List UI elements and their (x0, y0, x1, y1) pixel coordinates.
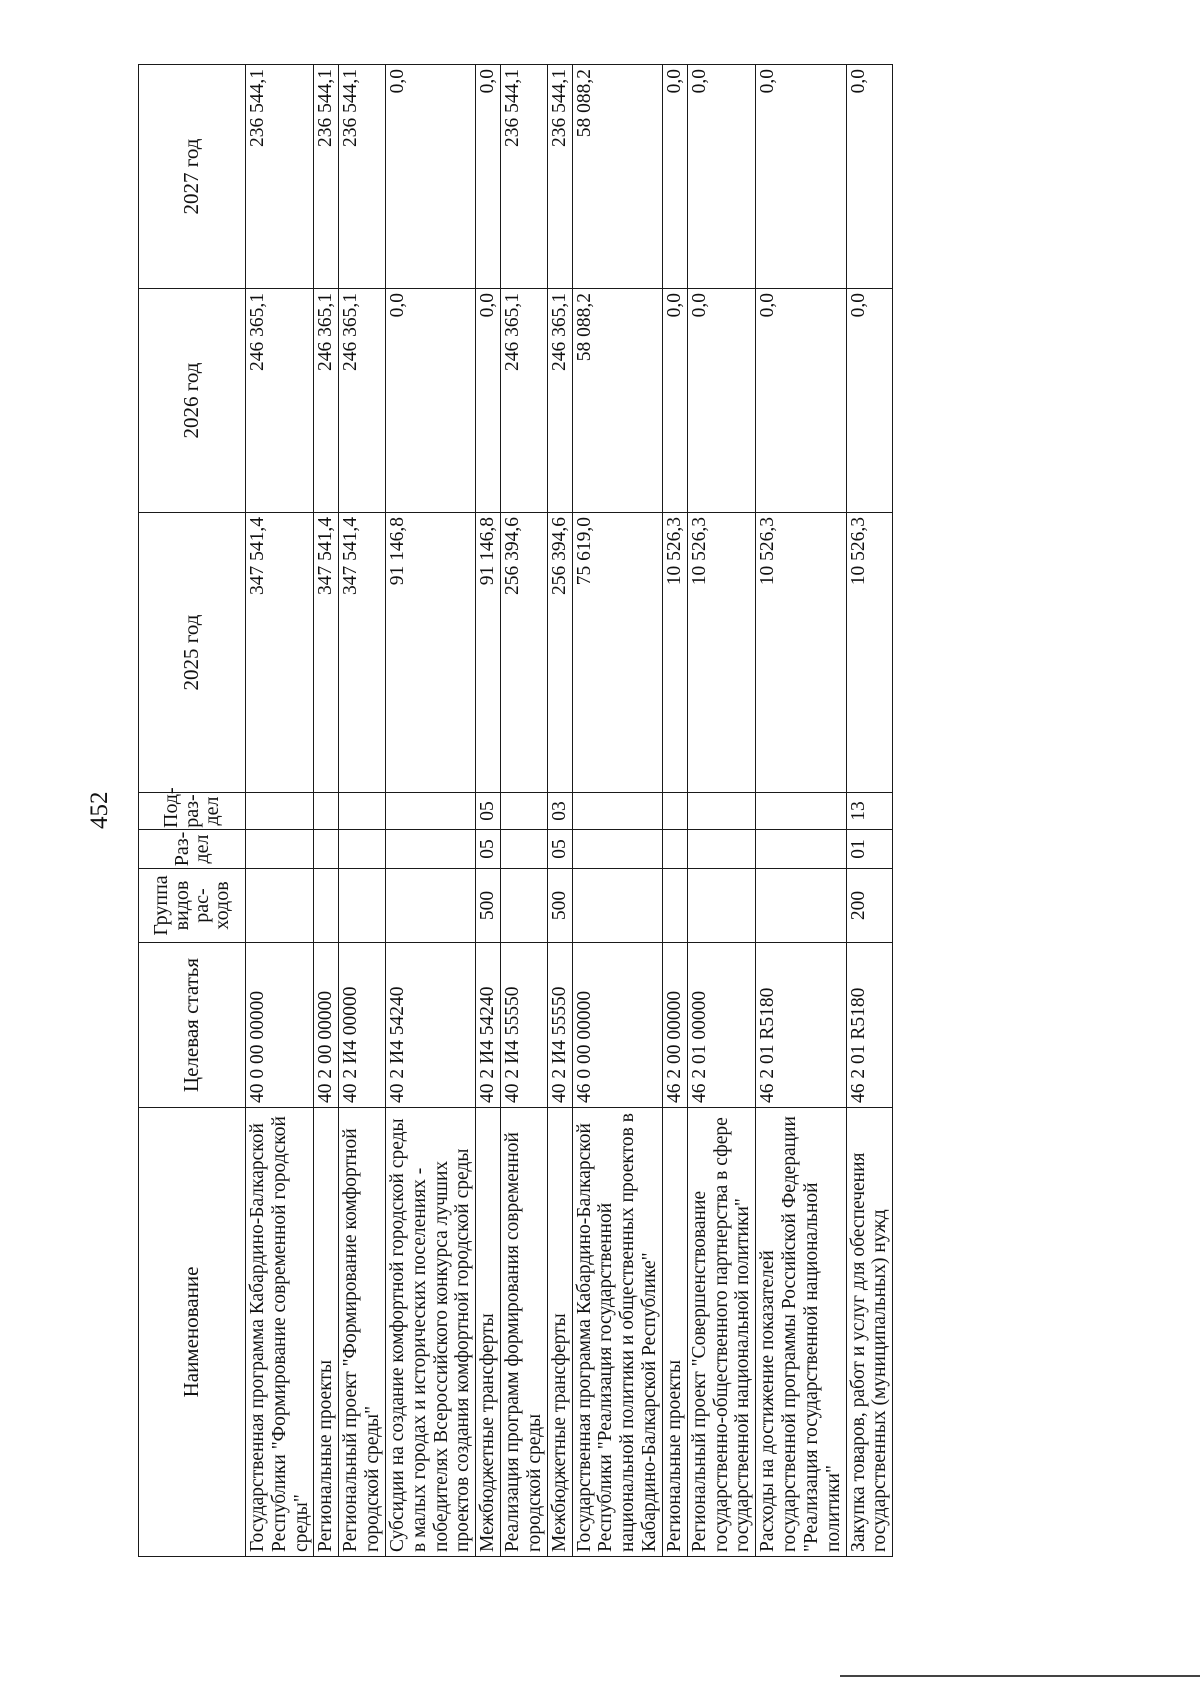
name-cell: Межбюджетные трансферты (476, 1108, 501, 1557)
target-article-cell: 40 2 И4 55550 (547, 943, 572, 1108)
page-number: 452 (86, 791, 113, 829)
amount-2025-cell: 256 394,6 (501, 513, 548, 793)
expense-group-cell (687, 869, 755, 943)
budget-table (138, 64, 893, 1557)
amount-2027-cell: 236 544,1 (246, 65, 314, 289)
section-cell: 05 (547, 830, 572, 869)
name-cell: Региональный проект "Формирование комфортной городской среды" (339, 1108, 386, 1557)
subsection-cell (572, 793, 662, 830)
subsection-cell (385, 793, 475, 830)
expense-group-cell (246, 869, 314, 943)
name-cell: Государственная программа Кабардино-Балкарской Республики "Реализация государственной национальной политики и общественных проектов в Кабардино-Балкарской Республике" (572, 1108, 662, 1557)
amount-2025-cell: 10 526,3 (687, 513, 755, 793)
table-row (339, 65, 386, 1557)
amount-2025-cell: 347 541,4 (246, 513, 314, 793)
header-name: Наименование (139, 1108, 246, 1557)
amount-2027-cell: 0,0 (385, 65, 475, 289)
amount-2025-cell: 75 619,0 (572, 513, 662, 793)
bottom-rule (840, 1675, 1200, 1677)
table-row (547, 65, 572, 1557)
section-cell (572, 830, 662, 869)
target-article-cell: 40 2 И4 54240 (476, 943, 501, 1108)
name-cell: Закупка товаров, работ и услуг для обеспечения государственных (муниципальных) нужд (846, 1108, 893, 1557)
section-cell (314, 830, 339, 869)
name-cell: Государственная программа Кабардино-Балкарской Республики "Формирование современной городской среды" (246, 1108, 314, 1557)
subsection-cell (314, 793, 339, 830)
subsection-cell (339, 793, 386, 830)
target-article-cell: 46 0 00 00000 (572, 943, 662, 1108)
table-header-row (139, 65, 246, 1557)
amount-2027-cell: 0,0 (662, 65, 687, 289)
subsection-cell (246, 793, 314, 830)
section-cell: 01 (846, 830, 893, 869)
expense-group-cell (572, 869, 662, 943)
target-article-cell: 40 2 И4 54240 (385, 943, 475, 1108)
table-row (501, 65, 548, 1557)
name-cell: Региональные проекты (662, 1108, 687, 1557)
expense-group-cell (662, 869, 687, 943)
table-body (246, 65, 893, 1557)
section-cell (662, 830, 687, 869)
header-target-article: Целевая статья (139, 943, 246, 1108)
amount-2027-cell: 58 088,2 (572, 65, 662, 289)
amount-2025-cell: 10 526,3 (756, 513, 846, 793)
amount-2026-cell: 58 088,2 (572, 289, 662, 513)
amount-2027-cell: 0,0 (756, 65, 846, 289)
table-row (314, 65, 339, 1557)
expense-group-cell (314, 869, 339, 943)
header-year-2026: 2026 год (139, 289, 246, 513)
subsection-cell (687, 793, 755, 830)
amount-2026-cell: 0,0 (385, 289, 475, 513)
amount-2025-cell: 10 526,3 (662, 513, 687, 793)
amount-2027-cell: 236 544,1 (547, 65, 572, 289)
subsection-cell (662, 793, 687, 830)
name-cell: Реализация программ формирования современной городской среды (501, 1108, 548, 1557)
amount-2026-cell: 0,0 (662, 289, 687, 513)
table-row (476, 65, 501, 1557)
amount-2026-cell: 246 365,1 (314, 289, 339, 513)
amount-2027-cell: 0,0 (476, 65, 501, 289)
expense-group-cell (385, 869, 475, 943)
amount-2026-cell: 0,0 (476, 289, 501, 513)
amount-2026-cell: 246 365,1 (339, 289, 386, 513)
target-article-cell: 46 2 01 R5180 (846, 943, 893, 1108)
table-row (572, 65, 662, 1557)
target-article-cell: 46 2 01 00000 (687, 943, 755, 1108)
header-subsection: Под- раз- дел (139, 793, 246, 830)
subsection-cell: 03 (547, 793, 572, 830)
subsection-cell: 13 (846, 793, 893, 830)
expense-group-cell: 200 (846, 869, 893, 943)
expense-group-cell: 500 (547, 869, 572, 943)
target-article-cell: 40 2 00 00000 (314, 943, 339, 1108)
name-cell: Региональные проекты (314, 1108, 339, 1557)
section-cell: 05 (476, 830, 501, 869)
table-row (846, 65, 893, 1557)
table-row (687, 65, 755, 1557)
target-article-cell: 46 2 00 00000 (662, 943, 687, 1108)
amount-2026-cell: 0,0 (756, 289, 846, 513)
subsection-cell (756, 793, 846, 830)
section-cell (246, 830, 314, 869)
section-cell (385, 830, 475, 869)
rotated-table-container (138, 65, 1086, 1557)
table-row (246, 65, 314, 1557)
amount-2027-cell: 236 544,1 (314, 65, 339, 289)
name-cell: Региональный проект "Совершенствование государственно-общественного партнерства в сфере государственной национальной политики" (687, 1108, 755, 1557)
target-article-cell: 40 2 И4 00000 (339, 943, 386, 1108)
header-year-2025: 2025 год (139, 513, 246, 793)
amount-2025-cell: 347 541,4 (339, 513, 386, 793)
name-cell: Субсидии на создание комфортной городской среды в малых городах и исторических поселениях - победителях Всероссийского конкурса лучших проектов создания комфортной городской среды (385, 1108, 475, 1557)
section-cell (339, 830, 386, 869)
amount-2027-cell: 236 544,1 (501, 65, 548, 289)
amount-2027-cell: 0,0 (687, 65, 755, 289)
expense-group-cell (756, 869, 846, 943)
amount-2025-cell: 91 146,8 (476, 513, 501, 793)
header-section: Раз- дел (139, 830, 246, 869)
header-expense-group: Группа видов рас- ходов (139, 869, 246, 943)
name-cell: Межбюджетные трансферты (547, 1108, 572, 1557)
expense-group-cell (339, 869, 386, 943)
name-cell: Расходы на достижение показателей государственной программы Российской Федерации "Реализация государственной национальной политики" (756, 1108, 846, 1557)
section-cell (756, 830, 846, 869)
header-year-2027: 2027 год (139, 65, 246, 289)
amount-2025-cell: 91 146,8 (385, 513, 475, 793)
subsection-cell (501, 793, 548, 830)
section-cell (687, 830, 755, 869)
amount-2025-cell: 347 541,4 (314, 513, 339, 793)
amount-2025-cell: 10 526,3 (846, 513, 893, 793)
section-cell (501, 830, 548, 869)
amount-2027-cell: 236 544,1 (339, 65, 386, 289)
amount-2026-cell: 246 365,1 (501, 289, 548, 513)
amount-2025-cell: 256 394,6 (547, 513, 572, 793)
target-article-cell: 46 2 01 R5180 (756, 943, 846, 1108)
amount-2026-cell: 246 365,1 (246, 289, 314, 513)
table-row (385, 65, 475, 1557)
table-row (662, 65, 687, 1557)
amount-2026-cell: 0,0 (687, 289, 755, 513)
target-article-cell: 40 0 00 00000 (246, 943, 314, 1108)
target-article-cell: 40 2 И4 55550 (501, 943, 548, 1108)
table-row (756, 65, 846, 1557)
amount-2026-cell: 0,0 (846, 289, 893, 513)
expense-group-cell: 500 (476, 869, 501, 943)
amount-2026-cell: 246 365,1 (547, 289, 572, 513)
amount-2027-cell: 0,0 (846, 65, 893, 289)
expense-group-cell (501, 869, 548, 943)
subsection-cell: 05 (476, 793, 501, 830)
